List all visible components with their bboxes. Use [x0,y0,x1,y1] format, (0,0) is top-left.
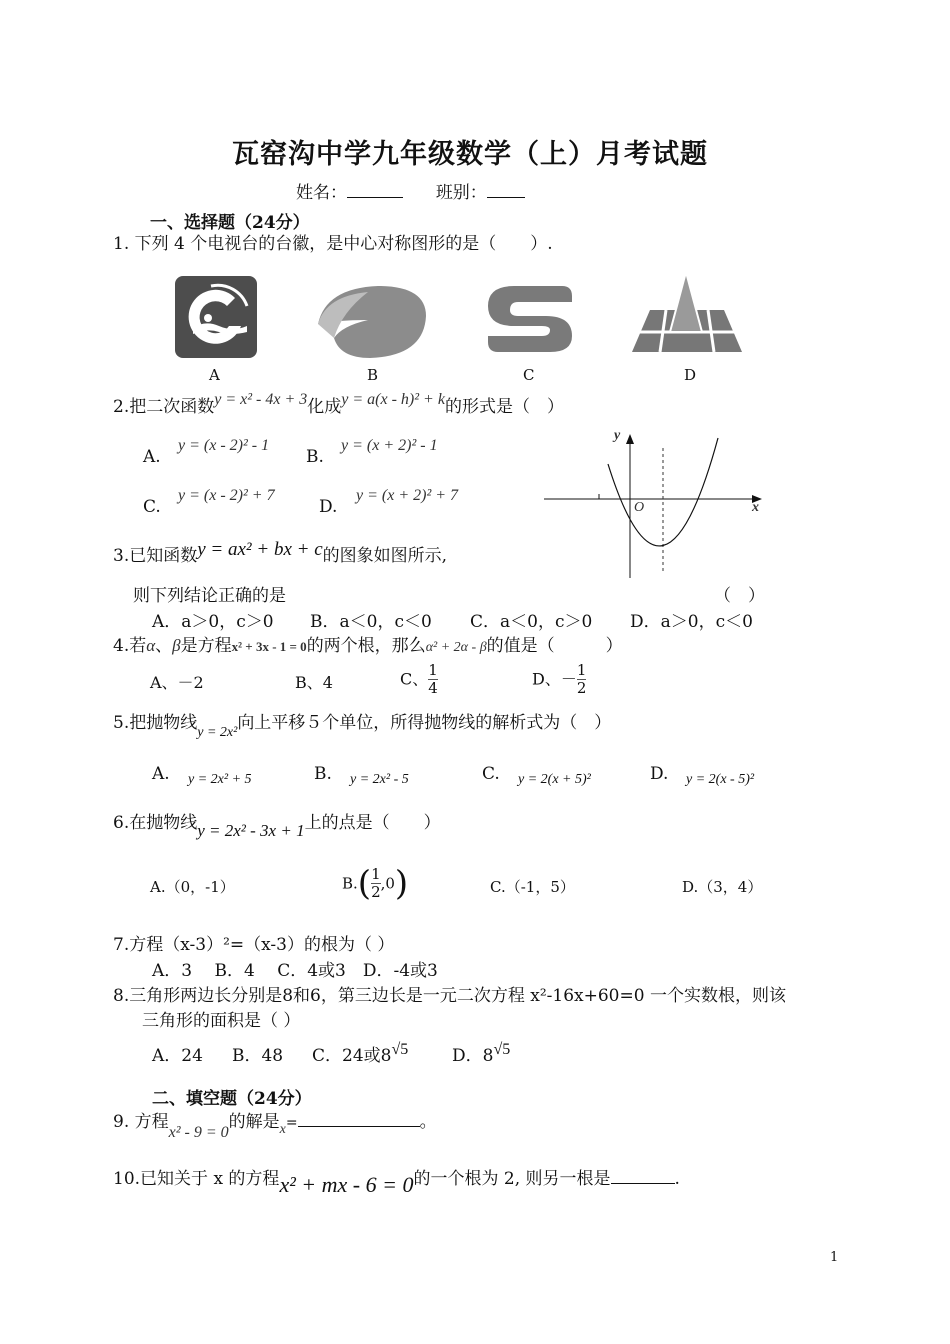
q8-line1: 8.三角形两边长分别是8和6，第三边长是一元二次方程 x²-16x+60=0 一个实数根，则该 [113,986,786,1006]
logo-b-image [312,282,430,362]
logo-a-label: A [209,366,220,384]
q10-stem: 10.已知关于 x 的方程x² + mx - 6 = 0的一个根为 2, 则另一根是 . [113,1169,680,1197]
q5-stem: 5.把抛物线$_{y = 2x^2}$向上平移５个单位，所得抛物线的解析式为（ ） [113,713,612,740]
name-blank[interactable] [347,181,403,198]
q5-option-b-formula: y = 2x² - 5 [350,772,409,787]
q4-expression: α² + 2α - β [425,640,487,655]
q2-option-b-formula: y = (x + 2)² - 1 [341,437,438,454]
q3-option-b: B．a＜0，c＜0 [310,612,432,632]
logo-b-label: B [367,366,379,384]
name-label: 姓名： [296,183,347,203]
q3-option-c: C．a＜0，c＞0 [470,612,593,632]
q2-option-a: A. [143,447,161,467]
section-heading-choice: 一、选择题（24分） [150,213,310,233]
q3-line2: 则下列结论正确的是 [133,586,286,606]
graph-y-label: y [614,428,621,443]
q4-option-c: C、 $\frac{1}{4}$ [400,661,438,697]
page-number: 1 [830,1250,839,1265]
parabola-graph [540,428,770,580]
q6-fraction-b: $\frac{1}{2}$ [371,865,381,901]
q6-option-c: C.（-1，5） [490,878,575,896]
q4-option-d: D、－ $\frac{1}{2}$ [532,661,587,697]
q5-formula: y = 2x² [197,725,238,740]
q5-option-c: C. [482,764,500,784]
q2-option-c: C. [143,497,161,517]
q8-option-a: A．24 [152,1046,203,1066]
section-heading-fill: 二、填空题（24分） [152,1089,312,1109]
q6-option-d: D.（3，4） [682,878,763,896]
q2-formula-1: y = x² - 4x + 3 [214,391,308,408]
q6-stem: 6.在抛物线y = 2x² - 3x + 1上的点是（ ） [113,813,441,840]
q2-formula-2: y = a(x - h)² + k [341,391,445,408]
q8-option-c: C．24或8√5 [312,1041,409,1066]
q2-option-b: B. [306,447,324,467]
q7-stem: 7.方程（x-3）²=（x-3）的根为（ ） [113,935,395,955]
student-info [296,181,525,204]
q6-formula: y = 2x² - 3x + 1 [197,821,305,840]
q4-option-b: B、4 [295,673,333,692]
q7-options: A．3 B．4 C．4或3 D．-4或3 [152,961,438,981]
logo-c-image [484,282,576,356]
q3-stem: 3.已知函数y = ax² + bx + c的图象如图所示, [113,539,448,566]
q8-line2: 三角形的面积是（ ） [142,1011,301,1031]
q4-equation: x² + 3x - 1 = 0 [231,639,307,654]
q3-option-a: A．a＞0，c＞0 [152,612,274,632]
q5-option-a: A. [152,764,170,784]
q4-fraction-d: $\frac{1}{2}$ [576,661,587,697]
q4-option-a: A、－2 [150,673,204,692]
q5-option-b: B. [314,764,332,784]
q9-equation: x² - 9 = 0 [168,1124,229,1141]
q1-stem: 1. 下列 4 个电视台的台徽，是中心对称图形的是（ ）. [113,234,553,254]
q2-stem: 2.把二次函数y = x² - 4x + 3化成y = a(x - h)² + k的形式是（ ） [113,391,564,417]
q3-option-d: D．a＞0，c＜0 [630,612,753,632]
q9-stem: 9. 方程x² - 9 = 0的解是$_x$= 。 [113,1112,437,1141]
q2-option-d: D. [319,497,338,517]
q10-answer-blank[interactable] [611,1167,675,1184]
q6-option-a: A.（0，-1） [150,878,235,896]
graph-origin-label: O [634,500,645,515]
q2-option-c-formula: y = (x - 2)² + 7 [178,487,275,504]
q6-option-b: B.( $\frac{1}{2}$ ,0) [342,863,409,904]
q3-formula: y = ax² + bx + c [197,539,323,560]
q8-option-b: B．48 [232,1046,284,1066]
q8-radical-c: √5 [391,1041,409,1058]
q8-radical-d: √5 [493,1041,511,1058]
q2-option-a-formula: y = (x - 2)² - 1 [178,437,270,454]
logo-c-label: C [523,366,535,384]
q4-stem: 4.若α、β是方程x² + 3x - 1 = 0的两个根，那么α² + 2α - β的值是（ ） [113,636,623,656]
logo-a-image [175,276,257,358]
q10-equation: x² + mx - 6 = 0 [279,1172,414,1197]
class-blank[interactable] [487,181,525,198]
q5-option-d-formula: y = 2(x - 5)² [686,772,755,787]
q5-option-c-formula: y = 2(x + 5)² [518,772,591,787]
q5-option-a-formula: y = 2x² + 5 [188,772,252,787]
q2-option-d-formula: y = (x + 2)² + 7 [356,487,459,504]
q9-answer-blank[interactable] [298,1110,420,1127]
class-label: 班别： [435,183,487,203]
q8-option-d: D．8√5 [452,1041,511,1066]
logo-d-label: D [684,366,697,384]
page-title: 瓦窑沟中学九年级数学（上）月考试题 [232,139,708,170]
q5-option-d: D. [650,764,669,784]
logo-d-image [630,270,744,356]
q3-answer-paren: （ ） [714,586,765,606]
q4-fraction-c: $\frac{1}{4}$ [428,661,438,697]
graph-x-label: x [752,500,759,515]
